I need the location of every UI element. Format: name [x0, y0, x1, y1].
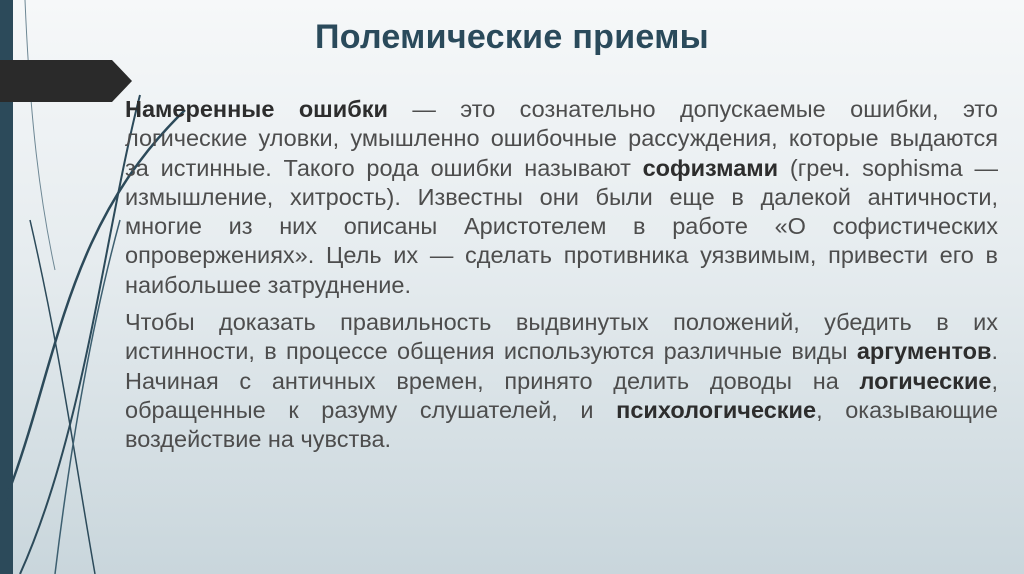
paragraph-2-text-b: . Начиная с античных времен, принято делить доводы на: [125, 338, 998, 394]
term-logical: логические: [859, 367, 992, 394]
paragraph-2-text-d: , оказывающие воздействие на чувства.: [125, 396, 998, 453]
paragraph-1-text-b: (греч. sophisma — измышление, хитрость). Известны они были еще в далекой античности, многие из них описаны Аристотелем в работе «О софистических опровержениях». Цель их — сделать противника уязвимым, привести его в наибольшее затруднение.: [125, 154, 998, 298]
slide-content: [125, 95, 998, 455]
term-psychological: психологические: [616, 396, 817, 423]
paragraph-1: [125, 95, 998, 300]
paragraph-2: [125, 308, 998, 454]
paragraph-1-text-a: — это сознательно допускаемые ошибки, это логические уловки, умышленно ошибочные рассуждения, которые выдаются за истинные. Такого рода ошибки называют: [125, 96, 999, 181]
term-intentional-errors: Намеренные ошибки: [125, 96, 388, 122]
paragraph-2-text-a: Чтобы доказать правильность выдвинутых положений, убедить в их истинности, в процессе общения используются различные виды: [125, 309, 998, 365]
slide-title: Полемические приемы: [315, 18, 709, 56]
arrow-tab-shape: [0, 60, 132, 102]
term-sophisms: софизмами: [642, 154, 779, 181]
term-arguments: аргументов: [856, 338, 992, 365]
paragraph-2-text-c: , обращенные к разуму слушателей, и: [125, 367, 998, 423]
